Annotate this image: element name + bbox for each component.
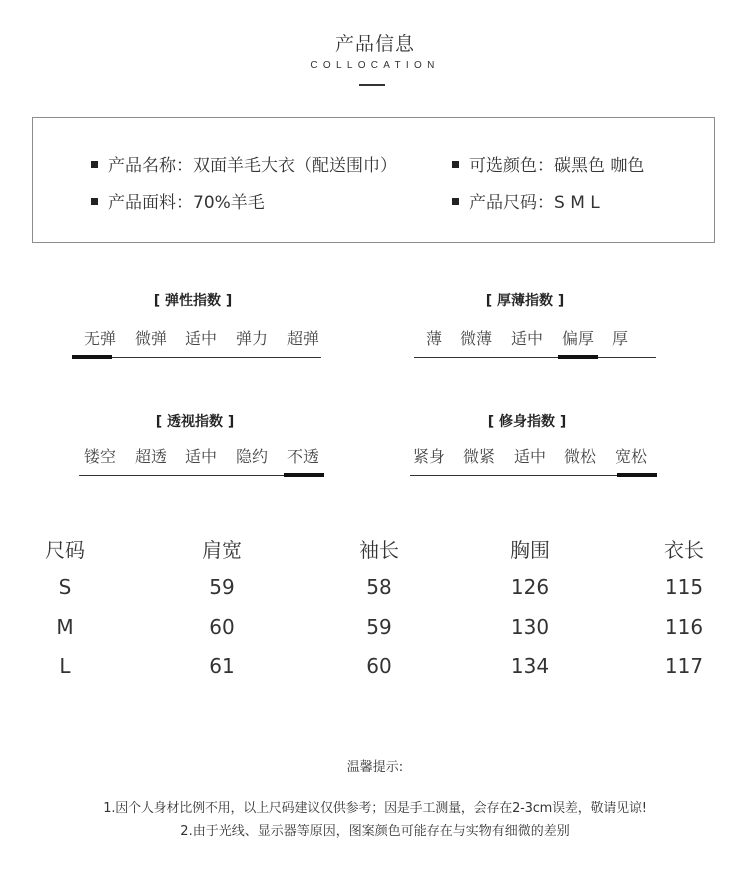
table-cell: 116 bbox=[664, 615, 704, 639]
square-bullet-icon bbox=[91, 161, 98, 168]
table-header: 尺码 bbox=[45, 538, 85, 562]
square-bullet-icon bbox=[452, 161, 459, 168]
table-header: 肩宽 bbox=[202, 538, 242, 562]
product-name: 产品名称：双面羊毛大衣（配送围巾） bbox=[108, 156, 397, 176]
thickness-scale-line bbox=[414, 357, 656, 358]
scale-option: 适中 bbox=[513, 447, 546, 466]
scale-option: 紧身 bbox=[412, 447, 445, 466]
scale-option: 薄 bbox=[425, 329, 442, 348]
scale-option: 超弹 bbox=[286, 329, 319, 348]
scale-option: 适中 bbox=[510, 329, 543, 348]
scale-option: 弹力 bbox=[235, 329, 268, 348]
scale-option: 适中 bbox=[184, 447, 217, 466]
transparency-index-title: [ 透视指数 ] bbox=[155, 414, 235, 430]
scale-option: 微松 bbox=[563, 447, 596, 466]
table-cell: 117 bbox=[664, 654, 704, 678]
note-line-1: 1.因个人身材比例不用，以上尺码建议仅供参考；因是手工测量，会存在2-3cm误差，敬请见谅! bbox=[103, 801, 647, 816]
table-cell: 126 bbox=[510, 575, 550, 599]
scale-option: 微薄 bbox=[459, 329, 492, 348]
table-cell: L bbox=[59, 654, 71, 678]
table-cell: 59 bbox=[366, 615, 392, 639]
page-title: 产品信息 bbox=[334, 33, 415, 55]
scale-option: 微紧 bbox=[462, 447, 495, 466]
scale-option: 偏厚 bbox=[561, 329, 594, 348]
transparency-selected-marker bbox=[284, 473, 324, 477]
table-cell: 60 bbox=[209, 615, 235, 639]
note-line-2: 2.由于光线、显示器等原因，图案颜色可能存在与实物有细微的差别 bbox=[180, 824, 570, 839]
table-cell: S bbox=[58, 575, 72, 599]
table-cell: 58 bbox=[366, 575, 392, 599]
table-cell: 59 bbox=[209, 575, 235, 599]
notes-title: 温馨提示: bbox=[346, 760, 404, 775]
fit-index-title: [ 修身指数 ] bbox=[487, 414, 567, 430]
table-cell: 130 bbox=[510, 615, 550, 639]
thickness-selected-marker bbox=[558, 355, 598, 359]
square-bullet-icon bbox=[452, 198, 459, 205]
table-header: 衣长 bbox=[664, 538, 704, 562]
thickness-index-title: [ 厚薄指数 ] bbox=[485, 293, 565, 309]
scale-option: 无弹 bbox=[83, 329, 116, 348]
scale-option: 隐约 bbox=[235, 447, 268, 466]
product-colors-item bbox=[452, 151, 644, 176]
table-cell: 60 bbox=[366, 654, 392, 678]
fit-selected-marker bbox=[617, 473, 657, 477]
product-sizes: 产品尺码：S M L bbox=[469, 193, 600, 213]
product-fabric-item bbox=[91, 188, 265, 213]
table-header: 胸围 bbox=[510, 538, 550, 562]
scale-option: 微弹 bbox=[134, 329, 167, 348]
product-colors: 可选颜色：碳黑色 咖色 bbox=[469, 156, 645, 176]
scale-option: 宽松 bbox=[614, 447, 647, 466]
scale-option: 适中 bbox=[184, 329, 217, 348]
table-cell: M bbox=[56, 615, 74, 639]
product-info-box bbox=[32, 117, 715, 243]
scale-option: 厚 bbox=[611, 329, 628, 348]
title-divider bbox=[359, 84, 385, 86]
square-bullet-icon bbox=[91, 198, 98, 205]
table-cell: 61 bbox=[209, 654, 235, 678]
product-fabric: 产品面料：70%羊毛 bbox=[108, 193, 265, 213]
product-sizes-item bbox=[452, 188, 600, 213]
table-header: 袖长 bbox=[359, 538, 399, 562]
elasticity-selected-marker bbox=[72, 355, 112, 359]
scale-option: 不透 bbox=[286, 447, 319, 466]
scale-option: 镂空 bbox=[83, 447, 116, 466]
table-cell: 134 bbox=[510, 654, 550, 678]
elasticity-index-title: [ 弹性指数 ] bbox=[153, 293, 233, 309]
page-subtitle: COLLOCATION bbox=[310, 60, 440, 71]
scale-option: 超透 bbox=[134, 447, 167, 466]
table-cell: 115 bbox=[664, 575, 704, 599]
product-name-item bbox=[91, 151, 397, 176]
